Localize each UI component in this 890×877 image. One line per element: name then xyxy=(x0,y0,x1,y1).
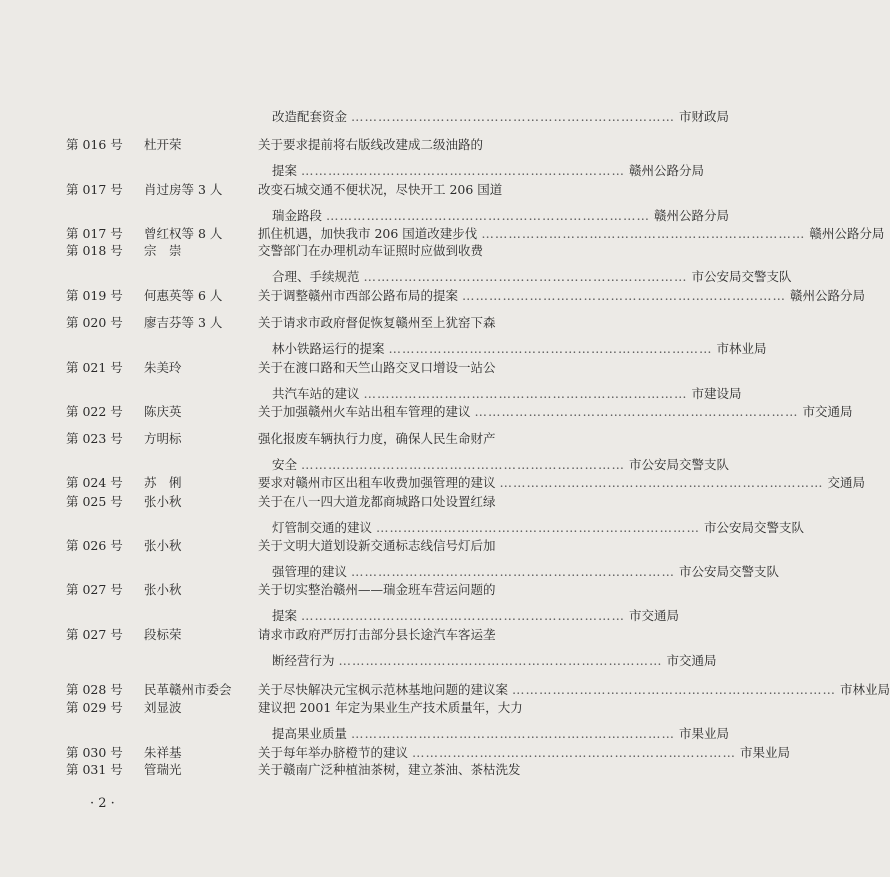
dotted-leader: ……………………………………………………………… xyxy=(351,109,676,124)
department: 市交通局 xyxy=(629,608,680,623)
list-item-continuation xyxy=(0,725,730,743)
department: 赣州公路分局 xyxy=(629,163,705,178)
proposal-number: 第 031 号 xyxy=(66,762,123,777)
department: 市交通局 xyxy=(802,404,853,419)
list-item xyxy=(0,581,600,599)
list-item xyxy=(0,314,600,332)
list-item xyxy=(0,181,600,199)
proposal-title-continued: 断经营行为 xyxy=(272,653,335,668)
dotted-leader: ……………………………………………………………… xyxy=(462,288,787,303)
list-item xyxy=(0,761,600,779)
dotted-leader: ……………………………………………………………… xyxy=(301,457,626,472)
proposal-number: 第 027 号 xyxy=(66,582,123,597)
list-item xyxy=(0,681,890,699)
department: 交通局 xyxy=(827,475,866,490)
proposal-number: 第 023 号 xyxy=(66,431,123,446)
list-item xyxy=(0,626,600,644)
proposal-title-continued: 林小铁路运行的提案 xyxy=(272,341,385,356)
dotted-leader: ……………………………………………………………… xyxy=(351,564,676,579)
list-item xyxy=(0,474,866,492)
page-number: · 2 · xyxy=(90,796,115,811)
proposal-number: 第 016 号 xyxy=(66,137,123,152)
list-item xyxy=(0,225,885,243)
dotted-leader: ……………………………………………………………… xyxy=(301,608,626,623)
department: 市公安局交警支队 xyxy=(704,520,805,535)
proposal-number: 第 026 号 xyxy=(66,538,123,553)
proposal-title: 交警部门在办理机动车证照时应做到收费 xyxy=(258,243,484,258)
department: 市林业局 xyxy=(716,341,767,356)
dotted-leader: ……………………………………………………………… xyxy=(326,208,651,223)
list-item-continuation xyxy=(0,162,705,180)
proposer-name: 张小秋 xyxy=(144,582,182,597)
list-item-continuation xyxy=(0,268,792,286)
proposal-title: 关于调整赣州市西部公路布局的提案 xyxy=(258,288,459,303)
proposal-number: 第 024 号 xyxy=(66,475,123,490)
proposal-number: 第 017 号 xyxy=(66,182,123,197)
list-item xyxy=(0,242,600,260)
list-item xyxy=(0,430,600,448)
dotted-leader: ……………………………………………………………… xyxy=(512,682,837,697)
proposal-title: 改变石城交通不便状况，尽快开工 206 国道 xyxy=(258,182,503,197)
proposal-title-continued: 共汽车站的建议 xyxy=(272,386,360,401)
proposer-name: 方明标 xyxy=(144,431,182,446)
dotted-leader: ……………………………………………………………… xyxy=(338,653,663,668)
proposer-name: 曾红权等 8 人 xyxy=(144,226,223,241)
proposal-number: 第 028 号 xyxy=(66,682,123,697)
department: 市果业局 xyxy=(740,745,791,760)
dotted-leader: ……………………………………………………………… xyxy=(412,745,737,760)
dotted-leader: ……………………………………………………………… xyxy=(376,520,701,535)
department: 市交通局 xyxy=(666,653,717,668)
list-item xyxy=(0,493,600,511)
proposer-name: 肖过房等 3 人 xyxy=(144,182,223,197)
proposal-number: 第 020 号 xyxy=(66,315,123,330)
proposal-title-continued: 合理、手续规范 xyxy=(272,269,360,284)
department: 市果业局 xyxy=(679,726,730,741)
proposer-name: 廖吉芬等 3 人 xyxy=(144,315,223,330)
list-item xyxy=(0,699,600,717)
proposer-name: 朱美玲 xyxy=(144,360,182,375)
proposal-title-continued: 改造配套资金 xyxy=(272,109,348,124)
proposer-name: 段标荣 xyxy=(144,627,182,642)
proposal-number: 第 019 号 xyxy=(66,288,123,303)
list-item-continuation xyxy=(0,108,730,126)
proposal-title: 关于尽快解决元宝枫示范林基地问题的建议案 xyxy=(258,682,509,697)
proposal-title-continued: 瑞金路段 xyxy=(272,208,323,223)
proposer-name: 何惠英等 6 人 xyxy=(144,288,223,303)
department: 赣州公路分局 xyxy=(790,288,866,303)
proposal-title: 请求市政府严厉打击部分县长途汽车客运垄 xyxy=(258,627,496,642)
proposal-title-continued: 灯管制交通的建议 xyxy=(272,520,373,535)
proposal-title: 关于切实整治赣州——瑞金班车营运问题的 xyxy=(258,582,496,597)
proposal-number: 第 030 号 xyxy=(66,745,123,760)
list-item xyxy=(0,287,866,305)
proposal-title: 强化报废车辆执行力度，确保人民生命财产 xyxy=(258,431,496,446)
proposal-number: 第 017 号 xyxy=(66,226,123,241)
dotted-leader: ……………………………………………………………… xyxy=(363,269,688,284)
proposal-title: 建议把 2001 年定为果业生产技术质量年，大力 xyxy=(258,700,523,715)
proposal-title: 关于文明大道划设新交通标志线信号灯后加 xyxy=(258,538,496,553)
proposal-number: 第 025 号 xyxy=(66,494,123,509)
list-item xyxy=(0,537,600,555)
proposal-title: 要求对赣州市区出租车收费加强管理的建议 xyxy=(258,475,496,490)
dotted-leader: ……………………………………………………………… xyxy=(363,386,688,401)
list-item-continuation xyxy=(0,456,730,474)
list-item-continuation xyxy=(0,385,742,403)
proposal-title: 关于赣南广泛种植油茶树，建立茶油、茶枯洗发 xyxy=(258,762,521,777)
list-item-continuation xyxy=(0,563,780,581)
proposer-name: 宗 崇 xyxy=(144,243,182,258)
proposal-title-continued: 提案 xyxy=(272,608,298,623)
proposal-title: 关于要求提前将右版线改建成二级油路的 xyxy=(258,137,484,152)
proposal-number: 第 022 号 xyxy=(66,404,123,419)
proposal-title: 关于在渡口路和天竺山路交叉口增设一站公 xyxy=(258,360,496,375)
department: 市公安局交警支队 xyxy=(629,457,730,472)
list-item xyxy=(0,403,853,421)
proposal-number: 第 027 号 xyxy=(66,627,123,642)
list-item xyxy=(0,359,600,377)
dotted-leader: ……………………………………………………………… xyxy=(301,163,626,178)
proposal-title: 关于在八一四大道龙都商城路口处设置红绿 xyxy=(258,494,496,509)
proposer-name: 管瑞光 xyxy=(144,762,182,777)
proposer-name: 张小秋 xyxy=(144,538,182,553)
proposer-name: 苏 俐 xyxy=(144,475,182,490)
department: 市公安局交警支队 xyxy=(679,564,780,579)
proposal-number: 第 018 号 xyxy=(66,243,123,258)
proposal-title: 关于请求市政府督促恢复赣州至上犹窑下森 xyxy=(258,315,496,330)
dotted-leader: ……………………………………………………………… xyxy=(351,726,676,741)
proposal-title: 关于每年举办脐橙节的建议 xyxy=(258,745,409,760)
list-item-continuation xyxy=(0,207,730,225)
dotted-leader: ……………………………………………………………… xyxy=(499,475,824,490)
dotted-leader: ……………………………………………………………… xyxy=(474,404,799,419)
department: 赣州公路分局 xyxy=(809,226,885,241)
proposer-name: 陈庆英 xyxy=(144,404,182,419)
proposal-title-continued: 提案 xyxy=(272,163,298,178)
proposer-name: 杜开荣 xyxy=(144,137,182,152)
proposal-title-continued: 强管理的建议 xyxy=(272,564,348,579)
list-item-continuation xyxy=(0,607,680,625)
proposal-number: 第 021 号 xyxy=(66,360,123,375)
proposal-title-continued: 提高果业质量 xyxy=(272,726,348,741)
department: 市公安局交警支队 xyxy=(691,269,792,284)
proposer-name: 张小秋 xyxy=(144,494,182,509)
department: 市建设局 xyxy=(691,386,742,401)
list-item xyxy=(0,136,600,154)
proposer-name: 民革赣州市委会 xyxy=(144,682,232,697)
list-item-continuation xyxy=(0,340,767,358)
list-item xyxy=(0,744,791,762)
department: 赣州公路分局 xyxy=(654,208,730,223)
proposal-title: 抓住机遇，加快我市 206 国道改建步伐 xyxy=(258,226,478,241)
proposal-title-continued: 安全 xyxy=(272,457,298,472)
proposer-name: 朱祥基 xyxy=(144,745,182,760)
dotted-leader: ……………………………………………………………… xyxy=(388,341,713,356)
proposal-number: 第 029 号 xyxy=(66,700,123,715)
proposer-name: 刘显波 xyxy=(144,700,182,715)
dotted-leader: ……………………………………………………………… xyxy=(481,226,806,241)
proposal-title: 关于加强赣州火车站出租车管理的建议 xyxy=(258,404,471,419)
list-item-continuation xyxy=(0,519,805,537)
list-item-continuation xyxy=(0,652,717,670)
department: 市林业局 xyxy=(840,682,890,697)
department: 市财政局 xyxy=(679,109,730,124)
